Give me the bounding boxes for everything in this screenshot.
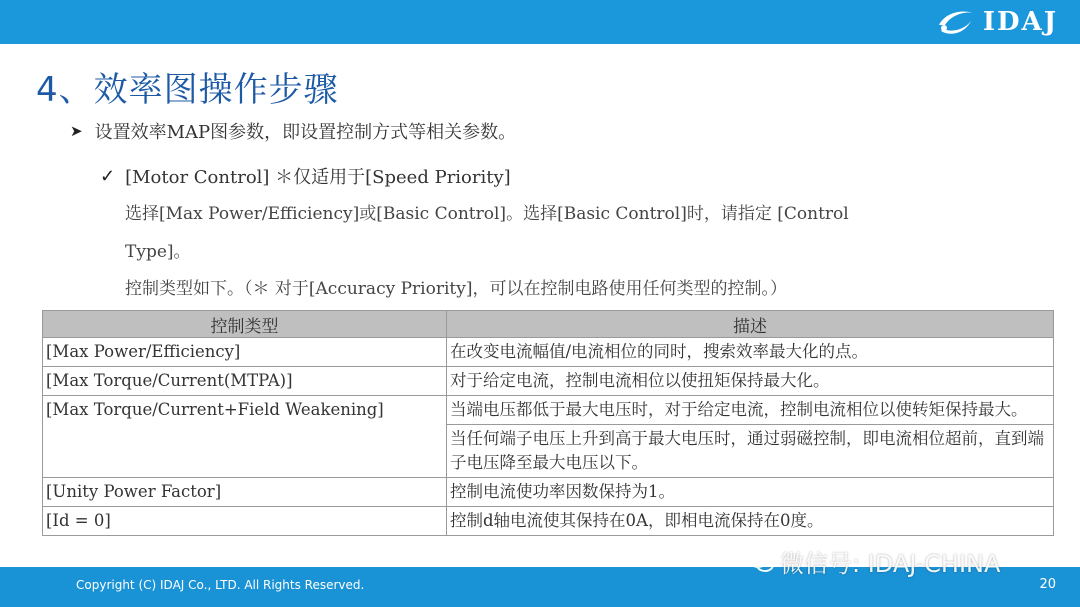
description-cell: 当任何端子电压上升到高于最大电压时，通过弱磁控制，即电流相位超前，直到端子电压降至最大电压以下。 <box>447 425 1054 478</box>
checkmark-icon: ✓ <box>100 165 116 187</box>
bullet-point-1 <box>70 118 516 144</box>
wechat-icon <box>748 551 774 573</box>
description-cell: 在改变电流幅值/电流相位的同时，搜索效率最大化的点。 <box>447 338 1054 367</box>
paragraph-line-3: 控制类型如下。（＊ 对于[Accuracy Priority]，可以在控制电路使用任何类型的控制。） <box>125 279 787 299</box>
description-cell: 对于给定电流，控制电流相位以使扭矩保持最大化。 <box>447 367 1054 396</box>
arrow-bullet-icon: ➤ <box>70 122 83 140</box>
control-type-cell: [Max Torque/Current+Field Weakening] <box>43 396 447 478</box>
top-bar <box>0 0 1080 44</box>
copyright-text: Copyright (C) IDAJ Co., LTD. All Rights Reserved. <box>76 578 365 592</box>
table-row <box>43 338 1054 367</box>
bullet-point-2 <box>100 163 511 189</box>
table-row <box>43 478 1054 507</box>
description-cell: 当端电压都低于最大电压时，对于给定电流，控制电流相位以使转矩保持最大。 <box>447 396 1054 425</box>
logo-swoosh-icon <box>935 7 977 37</box>
watermark-text: 微信号: IDAJ-CHINA <box>780 550 1001 578</box>
control-type-cell: [Max Torque/Current(MTPA)] <box>43 367 447 396</box>
control-type-table <box>42 310 1054 536</box>
control-type-cell: [Id = 0] <box>43 507 447 536</box>
company-logo <box>935 6 1058 38</box>
header-control-type: 控制类型 <box>43 311 447 338</box>
control-type-cell: [Max Power/Efficiency] <box>43 338 447 367</box>
control-type-cell: [Unity Power Factor] <box>43 478 447 507</box>
table-row <box>43 507 1054 536</box>
paragraph-line-2: Type]。 <box>125 242 191 262</box>
bullet-point-2-text: [Motor Control] ＊仅适用于[Speed Priority] <box>125 167 511 188</box>
table-header-row <box>43 311 1054 338</box>
description-cell: 控制电流使功率因数保持为1。 <box>447 478 1054 507</box>
wechat-watermark <box>748 544 1000 579</box>
table-row <box>43 367 1054 396</box>
table-row <box>43 396 1054 425</box>
logo-text: IDAJ <box>982 7 1058 37</box>
bullet-point-1-text: 设置效率MAP图参数，即设置控制方式等相关参数。 <box>94 122 517 143</box>
header-description: 描述 <box>447 311 1054 338</box>
description-cell: 控制d轴电流使其保持在0A，即相电流保持在0度。 <box>447 507 1054 536</box>
slide-title: 4、效率图操作步骤 <box>36 70 339 110</box>
paragraph-line-1: 选择[Max Power/Efficiency]或[Basic Control]。选择[Basic Control]时，请指定 [Control <box>125 204 849 224</box>
page-number: 20 <box>1039 577 1056 592</box>
